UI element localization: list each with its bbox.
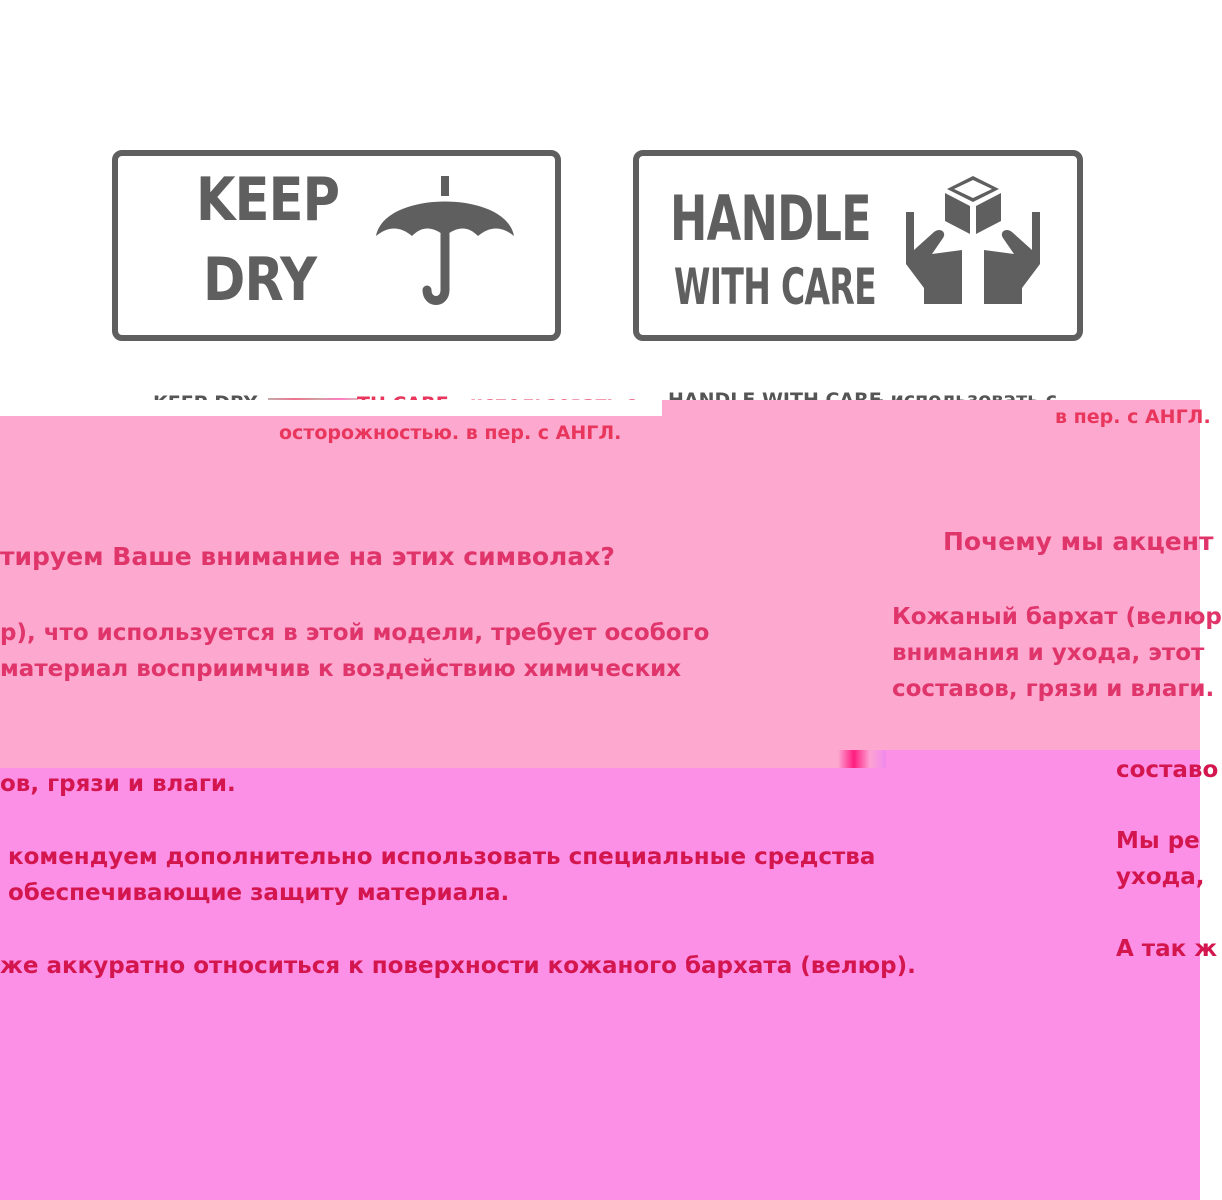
right-lower-line2: Мы ре <box>1116 828 1200 854</box>
right-upper-line2: внимания и ухода, этот <box>892 640 1205 666</box>
right-question-heading: Почему мы акцент <box>943 527 1214 556</box>
keep-dry-line1: KEEP <box>196 165 340 235</box>
lower-line3: обеспечивающие защиту материала. <box>8 880 510 906</box>
right-upper-line3: составов, грязи и влаги. <box>892 676 1215 702</box>
upper-line1: р), что используется в этой модели, требует особого <box>0 620 710 646</box>
upper-pink-band-main <box>0 416 1200 768</box>
umbrella-icon <box>372 172 518 312</box>
keep-dry-line2: DRY <box>203 245 317 315</box>
question-heading: тируем Ваше внимание на этих символах? <box>0 542 615 571</box>
lower-line2: комендуем дополнительно использовать специальные средства <box>8 844 876 870</box>
right-lower-line4: А так ж <box>1116 936 1218 962</box>
right-lower-line1: составо <box>1116 757 1219 783</box>
lower-line1: ов, грязи и влаги. <box>0 771 236 797</box>
handle-line2: WITH CARE <box>674 258 877 316</box>
right-translation: в пер. с АНГЛ. <box>1055 406 1211 428</box>
handle-line1: HANDLE <box>670 182 871 255</box>
hands-box-icon <box>900 172 1046 312</box>
right-lower-line3: ухода, <box>1116 864 1205 890</box>
glitch-fragment-2 <box>838 750 886 768</box>
handle-caption-line2: осторожностью. в пер. с АНГЛ. <box>279 422 622 444</box>
upper-line2: материал восприимчив к воздействию химических <box>0 656 682 682</box>
lower-magenta-band <box>0 768 1200 1200</box>
right-upper-line1: Кожаный бархат (велюр <box>892 604 1222 630</box>
lower-line4: же аккуратно относиться к поверхности кожаного бархата (велюр). <box>0 953 916 979</box>
